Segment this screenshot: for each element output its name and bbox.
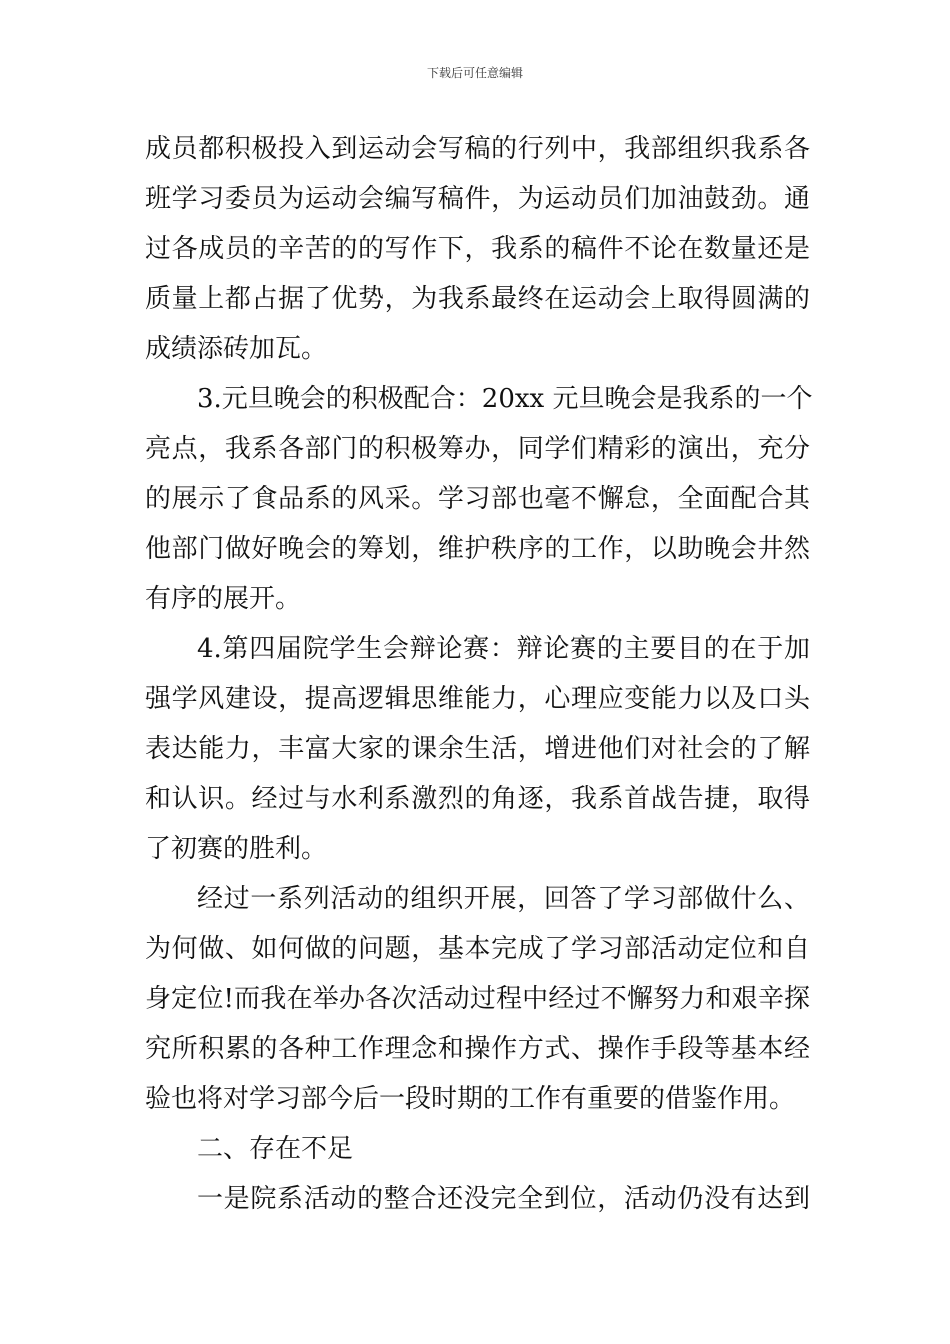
text-line: 有序的展开。 (145, 584, 302, 614)
body-text (145, 124, 813, 1224)
text-line: 身定位!而我在举办各次活动过程中经过不懈努力和艰辛探 (145, 984, 810, 1014)
text-line: 经过一系列活动的组织开展，回答了学习部做什么、 (197, 884, 810, 914)
text-line: 验也将对学习部今后一段时期的工作有重要的借鉴作用。 (145, 1084, 796, 1114)
page-header: 下载后可任意编辑 (426, 66, 523, 80)
text-line: 强学风建设，提高逻辑思维能力，心理应变能力以及口头 (145, 684, 810, 714)
text-line: 质量上都占据了优势，为我系最终在运动会上取得圆满的 (145, 284, 810, 314)
text-line: 究所积累的各种工作理念和操作方式、操作手段等基本经 (145, 1034, 810, 1064)
text-line: 过各成员的辛苦的的写作下，我系的稿件不论在数量还是 (145, 234, 810, 264)
text-line: 一是院系活动的整合还没完全到位，活动仍没有达到 (197, 1184, 810, 1214)
text-line: 成员都积极投入到运动会写稿的行列中，我部组织我系各 (145, 134, 810, 164)
section-heading: 二、存在不足 (197, 1134, 354, 1164)
text-line: 3.元旦晚会的积极配合：20xx 元旦晚会是我系的一个 (197, 384, 813, 414)
text-line: 班学习委员为运动会编写稿件，为运动员们加油鼓劲。通 (145, 184, 810, 214)
text-line: 成绩添砖加瓦。 (145, 334, 328, 364)
text-line: 了初赛的胜利。 (145, 834, 328, 864)
text-line: 的展示了食品系的风采。学习部也毫不懈怠，全面配合其 (145, 484, 810, 514)
text-line: 为何做、如何做的问题，基本完成了学习部活动定位和自 (145, 934, 810, 964)
text-line: 他部门做好晚会的筹划，维护秩序的工作，以助晚会井然 (145, 534, 810, 564)
text-line: 4.第四届院学生会辩论赛：辩论赛的主要目的在于加 (197, 634, 810, 664)
text-line: 和认识。经过与水利系激烈的角逐，我系首战告捷，取得 (145, 784, 810, 814)
text-line: 表达能力，丰富大家的课余生活，增进他们对社会的了解 (145, 734, 810, 764)
text-line: 亮点，我系各部门的积极筹办，同学们精彩的演出，充分 (145, 434, 810, 464)
